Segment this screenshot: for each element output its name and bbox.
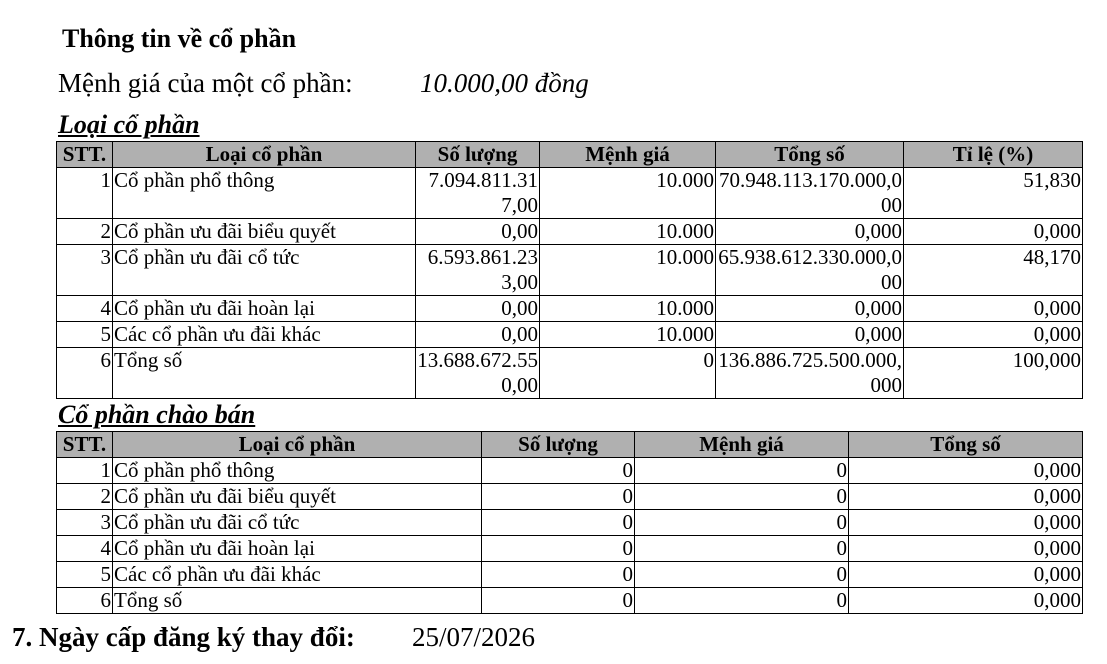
column-header-total: Tổng số	[716, 142, 904, 168]
row-par-value: 0	[635, 510, 849, 536]
row-share-type: Tổng số	[113, 588, 482, 614]
column-header-par-value: Mệnh giá	[635, 432, 849, 458]
share-types-table	[56, 141, 1083, 399]
column-header-type: Loại cổ phần	[113, 432, 482, 458]
row-stt: 6	[57, 588, 113, 614]
row-par-value: 10.000	[540, 322, 716, 348]
table-row	[57, 458, 1083, 484]
row-quantity: 0	[482, 510, 635, 536]
row-par-value: 10.000	[540, 296, 716, 322]
par-value-row	[58, 68, 589, 99]
row-ratio: 0,000	[904, 296, 1083, 322]
row-quantity: 0,00	[416, 219, 540, 245]
table-row	[57, 296, 1083, 322]
table-row	[57, 348, 1083, 399]
row-ratio: 0,000	[904, 322, 1083, 348]
row-quantity: 0,00	[416, 322, 540, 348]
row-stt: 2	[57, 484, 113, 510]
row-stt: 1	[57, 458, 113, 484]
row-quantity: 0	[482, 484, 635, 510]
row-total: 0,000	[849, 510, 1083, 536]
change-date-row	[12, 622, 536, 653]
table-row	[57, 588, 1083, 614]
row-par-value: 10.000	[540, 245, 716, 296]
row-total: 0,000	[849, 562, 1083, 588]
row-share-type: Cổ phần ưu đãi cổ tức	[113, 510, 482, 536]
row-ratio: 100,000	[904, 348, 1083, 399]
change-date-value: 25/07/2026	[412, 622, 536, 652]
table-header-row	[57, 142, 1083, 168]
row-par-value: 0	[635, 458, 849, 484]
row-ratio: 51,830	[904, 168, 1083, 219]
row-total: 0,000	[716, 219, 904, 245]
par-value-amount: 10.000,00 đồng	[420, 68, 589, 98]
table-row	[57, 536, 1083, 562]
column-header-total: Tổng số	[849, 432, 1083, 458]
table-row	[57, 219, 1083, 245]
share-types-heading: Loại cổ phần	[58, 110, 200, 139]
row-stt: 4	[57, 536, 113, 562]
row-total: 0,000	[849, 484, 1083, 510]
row-total: 0,000	[716, 322, 904, 348]
row-total: 70.948.113.170.000,000	[716, 168, 904, 219]
row-quantity: 6.593.861.233,00	[416, 245, 540, 296]
row-share-type: Cổ phần ưu đãi biểu quyết	[113, 484, 482, 510]
row-par-value: 0	[635, 536, 849, 562]
table-row	[57, 245, 1083, 296]
row-stt: 5	[57, 562, 113, 588]
row-quantity: 0	[482, 588, 635, 614]
column-header-par-value: Mệnh giá	[540, 142, 716, 168]
row-share-type: Cổ phần ưu đãi hoàn lại	[113, 536, 482, 562]
row-stt: 3	[57, 245, 113, 296]
row-share-type: Các cổ phần ưu đãi khác	[113, 562, 482, 588]
row-share-type: Cổ phần phổ thông	[113, 458, 482, 484]
row-ratio: 48,170	[904, 245, 1083, 296]
table-row	[57, 484, 1083, 510]
row-total: 0,000	[849, 536, 1083, 562]
column-header-quantity: Số lượng	[416, 142, 540, 168]
row-total: 136.886.725.500.000,000	[716, 348, 904, 399]
row-total: 0,000	[716, 296, 904, 322]
row-share-type: Tổng số	[113, 348, 416, 399]
row-share-type: Cổ phần ưu đãi cổ tức	[113, 245, 416, 296]
row-stt: 4	[57, 296, 113, 322]
row-par-value: 0	[635, 562, 849, 588]
offered-shares-table	[56, 431, 1083, 614]
row-par-value: 0	[635, 484, 849, 510]
row-quantity: 0,00	[416, 296, 540, 322]
table-row	[57, 168, 1083, 219]
column-header-quantity: Số lượng	[482, 432, 635, 458]
column-header-stt: STT.	[57, 142, 113, 168]
row-ratio: 0,000	[904, 219, 1083, 245]
row-quantity: 13.688.672.550,00	[417, 348, 538, 397]
row-total: 65.938.612.330.000,000	[716, 245, 904, 296]
row-stt: 1	[57, 168, 113, 219]
offered-shares-heading: Cổ phần chào bán	[58, 400, 256, 429]
row-quantity: 0	[482, 562, 635, 588]
row-quantity: 0	[482, 536, 635, 562]
row-stt: 5	[57, 322, 113, 348]
column-header-ratio: Tỉ lệ (%)	[904, 142, 1083, 168]
row-par-value: 10.000	[540, 219, 716, 245]
section-title: Thông tin về cổ phần	[62, 24, 297, 53]
table-header-row	[57, 432, 1083, 458]
row-share-type: Cổ phần ưu đãi biểu quyết	[113, 219, 416, 245]
row-par-value: 0	[635, 588, 849, 614]
table-row	[57, 562, 1083, 588]
row-stt: 3	[57, 510, 113, 536]
row-par-value: 10.000	[540, 168, 716, 219]
row-par-value: 0	[540, 348, 716, 399]
par-value-label: Mệnh giá của một cổ phần:	[58, 68, 353, 98]
change-date-label: 7. Ngày cấp đăng ký thay đổi:	[12, 622, 355, 652]
table-row	[57, 322, 1083, 348]
table-row	[57, 510, 1083, 536]
row-total: 0,000	[849, 458, 1083, 484]
column-header-stt: STT.	[57, 432, 113, 458]
column-header-type: Loại cổ phần	[113, 142, 416, 168]
row-share-type: Các cổ phần ưu đãi khác	[113, 322, 416, 348]
row-stt: 6	[57, 348, 113, 399]
row-quantity: 0	[482, 458, 635, 484]
row-share-type: Cổ phần phổ thông	[113, 168, 416, 219]
row-stt: 2	[57, 219, 113, 245]
row-total: 0,000	[849, 588, 1083, 614]
row-quantity: 7.094.811.317,00	[416, 168, 540, 219]
row-share-type: Cổ phần ưu đãi hoàn lại	[113, 296, 416, 322]
